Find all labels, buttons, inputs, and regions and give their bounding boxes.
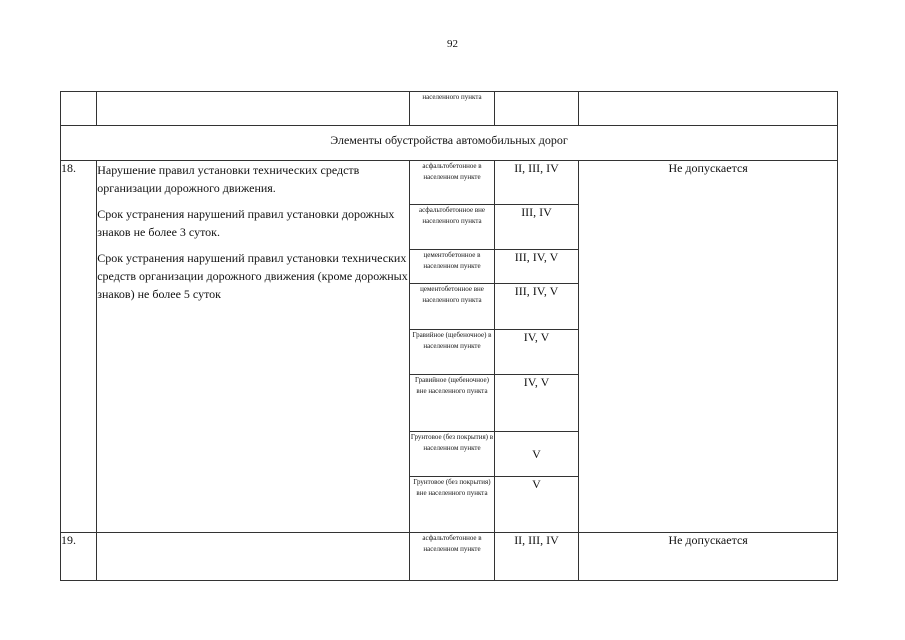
surface-type: цементобетонное вне населенного пункта: [410, 284, 495, 330]
surface-type: Гравийное (щебеночное) вне населенного пункта: [410, 375, 495, 432]
road-categories: IV, V: [494, 375, 579, 432]
violation-description: [97, 533, 410, 581]
surface-type: Грунтовое (без покрытия) вне населенного пункта: [410, 477, 495, 533]
violation-description: [97, 161, 410, 533]
road-categories: II, III, IV: [494, 533, 579, 581]
number-cell: [61, 92, 97, 126]
road-categories: V: [494, 432, 579, 477]
road-categories: III, IV, V: [494, 284, 579, 330]
table-row-continued: [61, 92, 838, 126]
description-paragraph: Нарушение правил установки технических средств организации дорожного движения.: [97, 163, 360, 195]
surface-cell: населенного пункта: [410, 92, 495, 126]
surface-type: Грунтовое (без покрытия) в населенном пункте: [410, 432, 495, 477]
surface-type: асфальтобетонное в населенном пункте: [410, 161, 495, 205]
table-row: [61, 533, 838, 581]
road-categories: IV, V: [494, 330, 579, 375]
section-title: Элементы обустройства автомобильных дорог: [61, 126, 838, 161]
road-categories: II, III, IV: [494, 161, 579, 205]
surface-type: цементобетонное в населенном пункте: [410, 250, 495, 284]
requirement-term: Не допускается: [579, 533, 838, 581]
row-number: 19.: [61, 533, 97, 581]
road-categories: III, IV, V: [494, 250, 579, 284]
table-row: [61, 161, 838, 205]
road-categories: III, IV: [494, 205, 579, 250]
surface-type: Гравийное (щебеночное) в населенном пункте: [410, 330, 495, 375]
description-cell: [97, 92, 410, 126]
surface-type: асфальтобетонное в населенном пункте: [410, 533, 495, 581]
row-number: 18.: [61, 161, 97, 533]
page-number: 92: [447, 38, 458, 50]
surface-type: асфальтобетонное вне населенного пункта: [410, 205, 495, 250]
section-header-row: [61, 126, 838, 161]
category-cell: [494, 92, 579, 126]
description-paragraph: Срок устранения нарушений правил установки технических средств организации дорожного движения (кроме дорожных знаков) не более 5 суток: [97, 251, 408, 301]
requirements-table: [60, 91, 838, 581]
road-categories: V: [494, 477, 579, 533]
term-cell: [579, 92, 838, 126]
description-paragraph: Срок устранения нарушений правил установки дорожных знаков не более 3 суток.: [97, 207, 395, 239]
requirement-term: Не допускается: [579, 161, 838, 533]
